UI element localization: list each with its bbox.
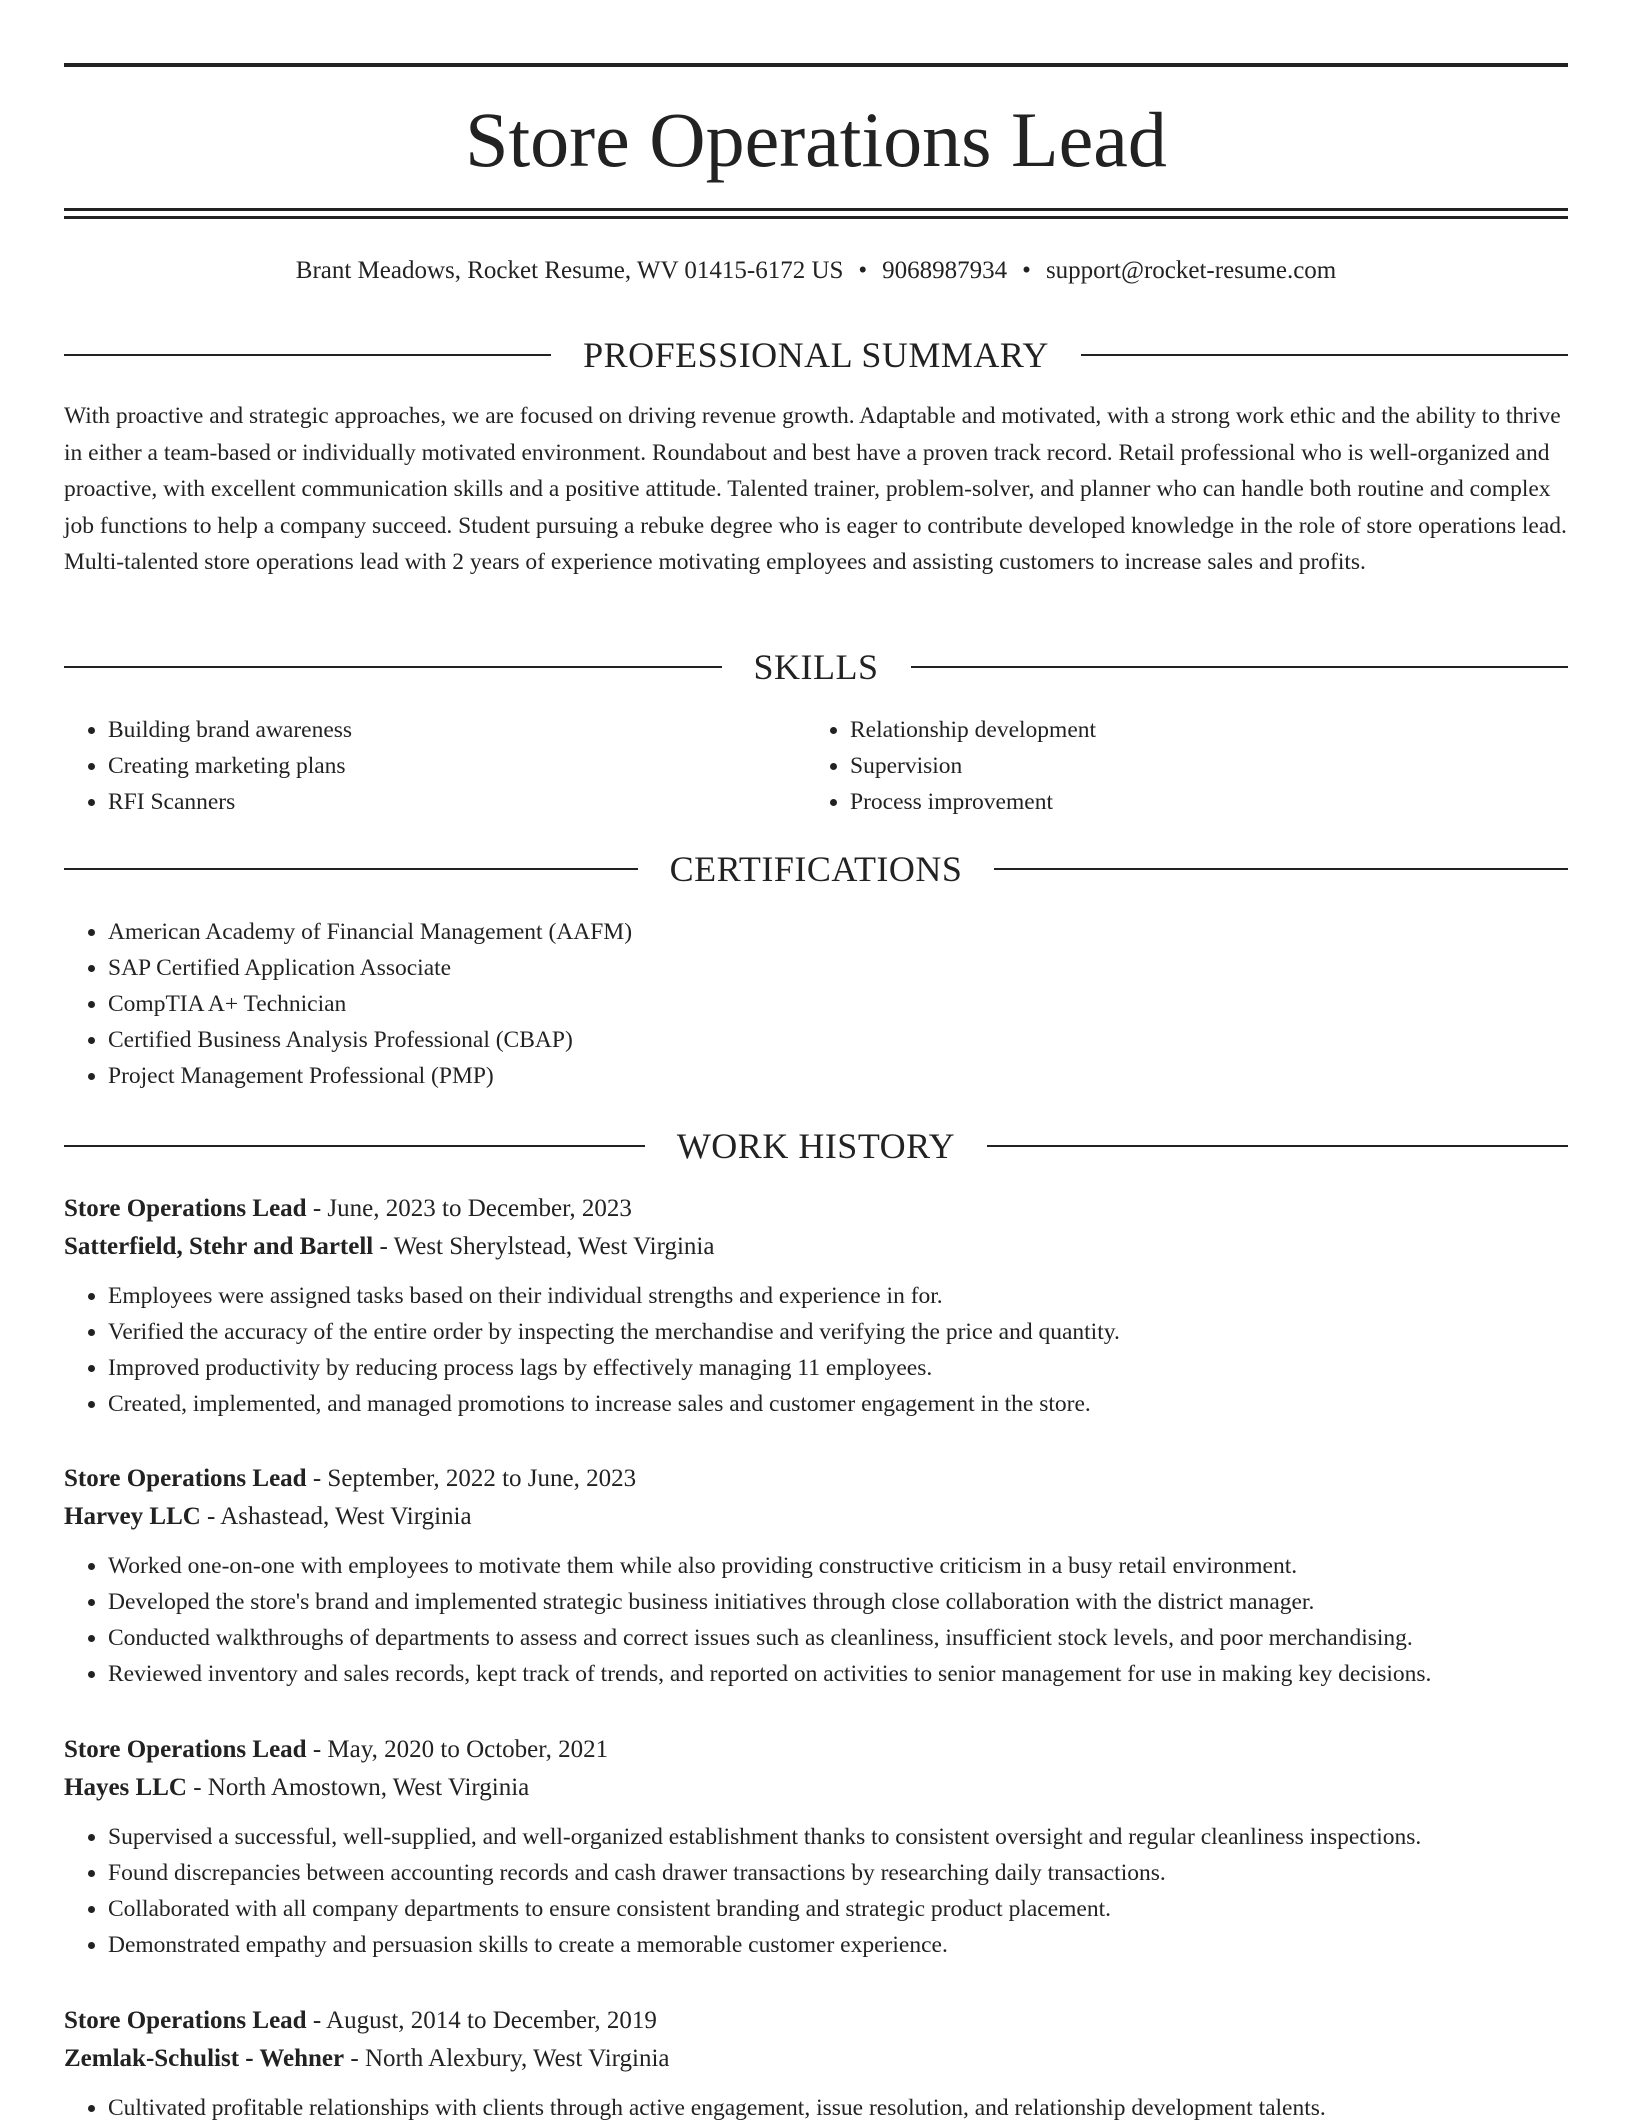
skills-list	[64, 712, 1568, 820]
skill-item: • Creating marketing plans	[108, 748, 806, 784]
section-rule	[987, 1145, 1568, 1147]
job-duty: • Supervised a successful, well-supplied, and well-organized establishment thanks to consistent oversight and regular cleanliness inspections.	[108, 1819, 1568, 1855]
job-company-line	[64, 1769, 1568, 1807]
skill-item: • Relationship development	[850, 712, 1548, 748]
section-title-skills: SKILLS	[753, 647, 879, 687]
section-title-summary: PROFESSIONAL SUMMARY	[583, 335, 1049, 375]
job-dash: -	[312, 2007, 322, 2034]
job-title-line	[64, 1460, 1568, 1498]
contact-address: Brant Meadows, Rocket Resume, WV 01415-6172 US	[295, 257, 844, 284]
job-entry	[64, 1460, 1568, 1692]
job-duty: • Employees were assigned tasks based on their individual strengths and experience in for.	[108, 1278, 1568, 1314]
job-company-line	[64, 1498, 1568, 1536]
job-company: Satterfield, Stehr and Bartell	[64, 1233, 374, 1260]
job-title: Store Operations Lead	[64, 1195, 307, 1222]
job-dash: -	[312, 1465, 322, 1492]
job-location: West Sherylstead, West Virginia	[393, 1233, 715, 1260]
job-title-line	[64, 1190, 1568, 1228]
section-rule	[911, 666, 1569, 668]
job-duty: • Found discrepancies between accounting records and cash drawer transactions by researching daily transactions.	[108, 1855, 1568, 1891]
section-rule	[64, 868, 638, 870]
job-title-line	[64, 2002, 1568, 2040]
header-double-rule	[64, 208, 1568, 219]
job-dash: -	[312, 1736, 322, 1763]
contact-email: support@rocket-resume.com	[1045, 257, 1337, 284]
header-top-rule	[64, 63, 1568, 67]
section-rule	[1081, 354, 1568, 356]
job-duty: • Cultivated profitable relationships with clients through active engagement, issue resolution, and relationship development talents.	[108, 2090, 1568, 2126]
job-title: Store Operations Lead	[64, 2007, 307, 2034]
job-title: Store Operations Lead	[64, 1465, 307, 1492]
job-company-line	[64, 2040, 1568, 2078]
certification-item: • Certified Business Analysis Professional (CBAP)	[108, 1022, 1568, 1058]
skills-column-left	[64, 712, 806, 820]
section-rule	[64, 354, 551, 356]
skills-column-right	[806, 712, 1548, 820]
skill-item: • Supervision	[850, 748, 1548, 784]
job-company: Hayes LLC	[64, 1774, 187, 1801]
job-location: Ashastead, West Virginia	[220, 1503, 472, 1530]
job-company-line	[64, 1228, 1568, 1266]
section-rule	[994, 868, 1568, 870]
section-title-certifications: CERTIFICATIONS	[669, 849, 963, 889]
section-rule	[64, 1145, 645, 1147]
job-location: North Alexbury, West Virginia	[364, 2045, 670, 2072]
job-duty: • Demonstrated empathy and persuasion skills to create a memorable customer experience.	[108, 1927, 1568, 1963]
job-duty: • Worked one-on-one with employees to motivate them while also providing constructive criticism in a busy retail environment.	[108, 1548, 1568, 1584]
contact-phone: 9068987934	[882, 257, 1008, 284]
job-duties	[64, 1278, 1568, 1422]
contact-line	[64, 254, 1568, 288]
job-duty: • Verified the accuracy of the entire order by inspecting the merchandise and verifying the price and quantity.	[108, 1314, 1568, 1350]
job-duty: • Collaborated with all company departments to ensure consistent branding and strategic product placement.	[108, 1891, 1568, 1927]
contact-separator: •	[858, 257, 868, 284]
job-dash: -	[193, 1774, 202, 1801]
certification-item: • CompTIA A+ Technician	[108, 986, 1568, 1022]
job-entry	[64, 1190, 1568, 1422]
section-header-certifications	[64, 847, 1568, 891]
resume-title: Store Operations Lead	[465, 96, 1167, 183]
job-dash: -	[312, 1195, 322, 1222]
job-dash: -	[207, 1503, 216, 1530]
job-duty: • Developed the store's brand and implemented strategic business initiatives through close collaboration with the district manager.	[108, 1584, 1568, 1620]
certification-item: • American Academy of Financial Management (AAFM)	[108, 914, 1568, 950]
job-company: Zemlak-Schulist - Wehner	[64, 2045, 345, 2072]
job-location: North Amostown, West Virginia	[207, 1774, 530, 1801]
job-entry	[64, 2002, 1568, 2126]
certification-item: • Project Management Professional (PMP)	[108, 1058, 1568, 1094]
contact-separator: •	[1022, 257, 1031, 284]
section-rule	[64, 666, 722, 668]
job-dates: June, 2023 to December, 2023	[327, 1195, 632, 1222]
section-header-work-history	[64, 1124, 1568, 1168]
job-dates: May, 2020 to October, 2021	[327, 1736, 609, 1763]
job-entry	[64, 1731, 1568, 1963]
job-duties	[64, 1819, 1568, 1963]
section-header-summary	[64, 333, 1568, 377]
job-dates: September, 2022 to June, 2023	[327, 1465, 637, 1492]
job-duties	[64, 2090, 1568, 2126]
job-duty: • Created, implemented, and managed promotions to increase sales and customer engagement in the store.	[108, 1386, 1568, 1422]
job-duty: • Conducted walkthroughs of departments to assess and correct issues such as cleanliness, insufficient stock levels, and poor merchandising.	[108, 1620, 1568, 1656]
job-company: Harvey LLC	[64, 1503, 201, 1530]
skill-item: • Building brand awareness	[108, 712, 806, 748]
certification-item: • SAP Certified Application Associate	[108, 950, 1568, 986]
summary-paragraph: With proactive and strategic approaches, we are focused on driving revenue growth. Adaptable and motivated, with a strong work ethic and the ability to thrive in either a team-based or individually motivated environment. Roundabout and best have a proven track record. Retail professional who is well-organized and proactive, with excellent communication skills and a positive attitude. Talented trainer, problem-solver, and planner who can handle both routine and complex job functions to help a company succeed. Student pursuing a rebuke degree who is eager to contribute developed knowledge in the role of store operations lead. Multi-talented store operations lead with 2 years of experience motivating employees and assisting customers to increase sales and profits.	[64, 403, 1567, 575]
job-title-line	[64, 1731, 1568, 1769]
job-dates: August, 2014 to December, 2019	[326, 2007, 657, 2034]
skill-item: • RFI Scanners	[108, 784, 806, 820]
job-duties	[64, 1548, 1568, 1692]
section-header-skills	[64, 645, 1568, 689]
section-title-work-history: WORK HISTORY	[676, 1126, 956, 1166]
job-dash: -	[379, 1233, 388, 1260]
skill-item: • Process improvement	[850, 784, 1548, 820]
job-title: Store Operations Lead	[64, 1736, 307, 1763]
job-dash: -	[350, 2045, 359, 2072]
job-duty: • Reviewed inventory and sales records, kept track of trends, and reported on activities to senior management for use in making key decisions.	[108, 1656, 1568, 1692]
certifications-list	[64, 914, 1568, 1094]
job-duty: • Improved productivity by reducing process lags by effectively managing 11 employees.	[108, 1350, 1568, 1386]
